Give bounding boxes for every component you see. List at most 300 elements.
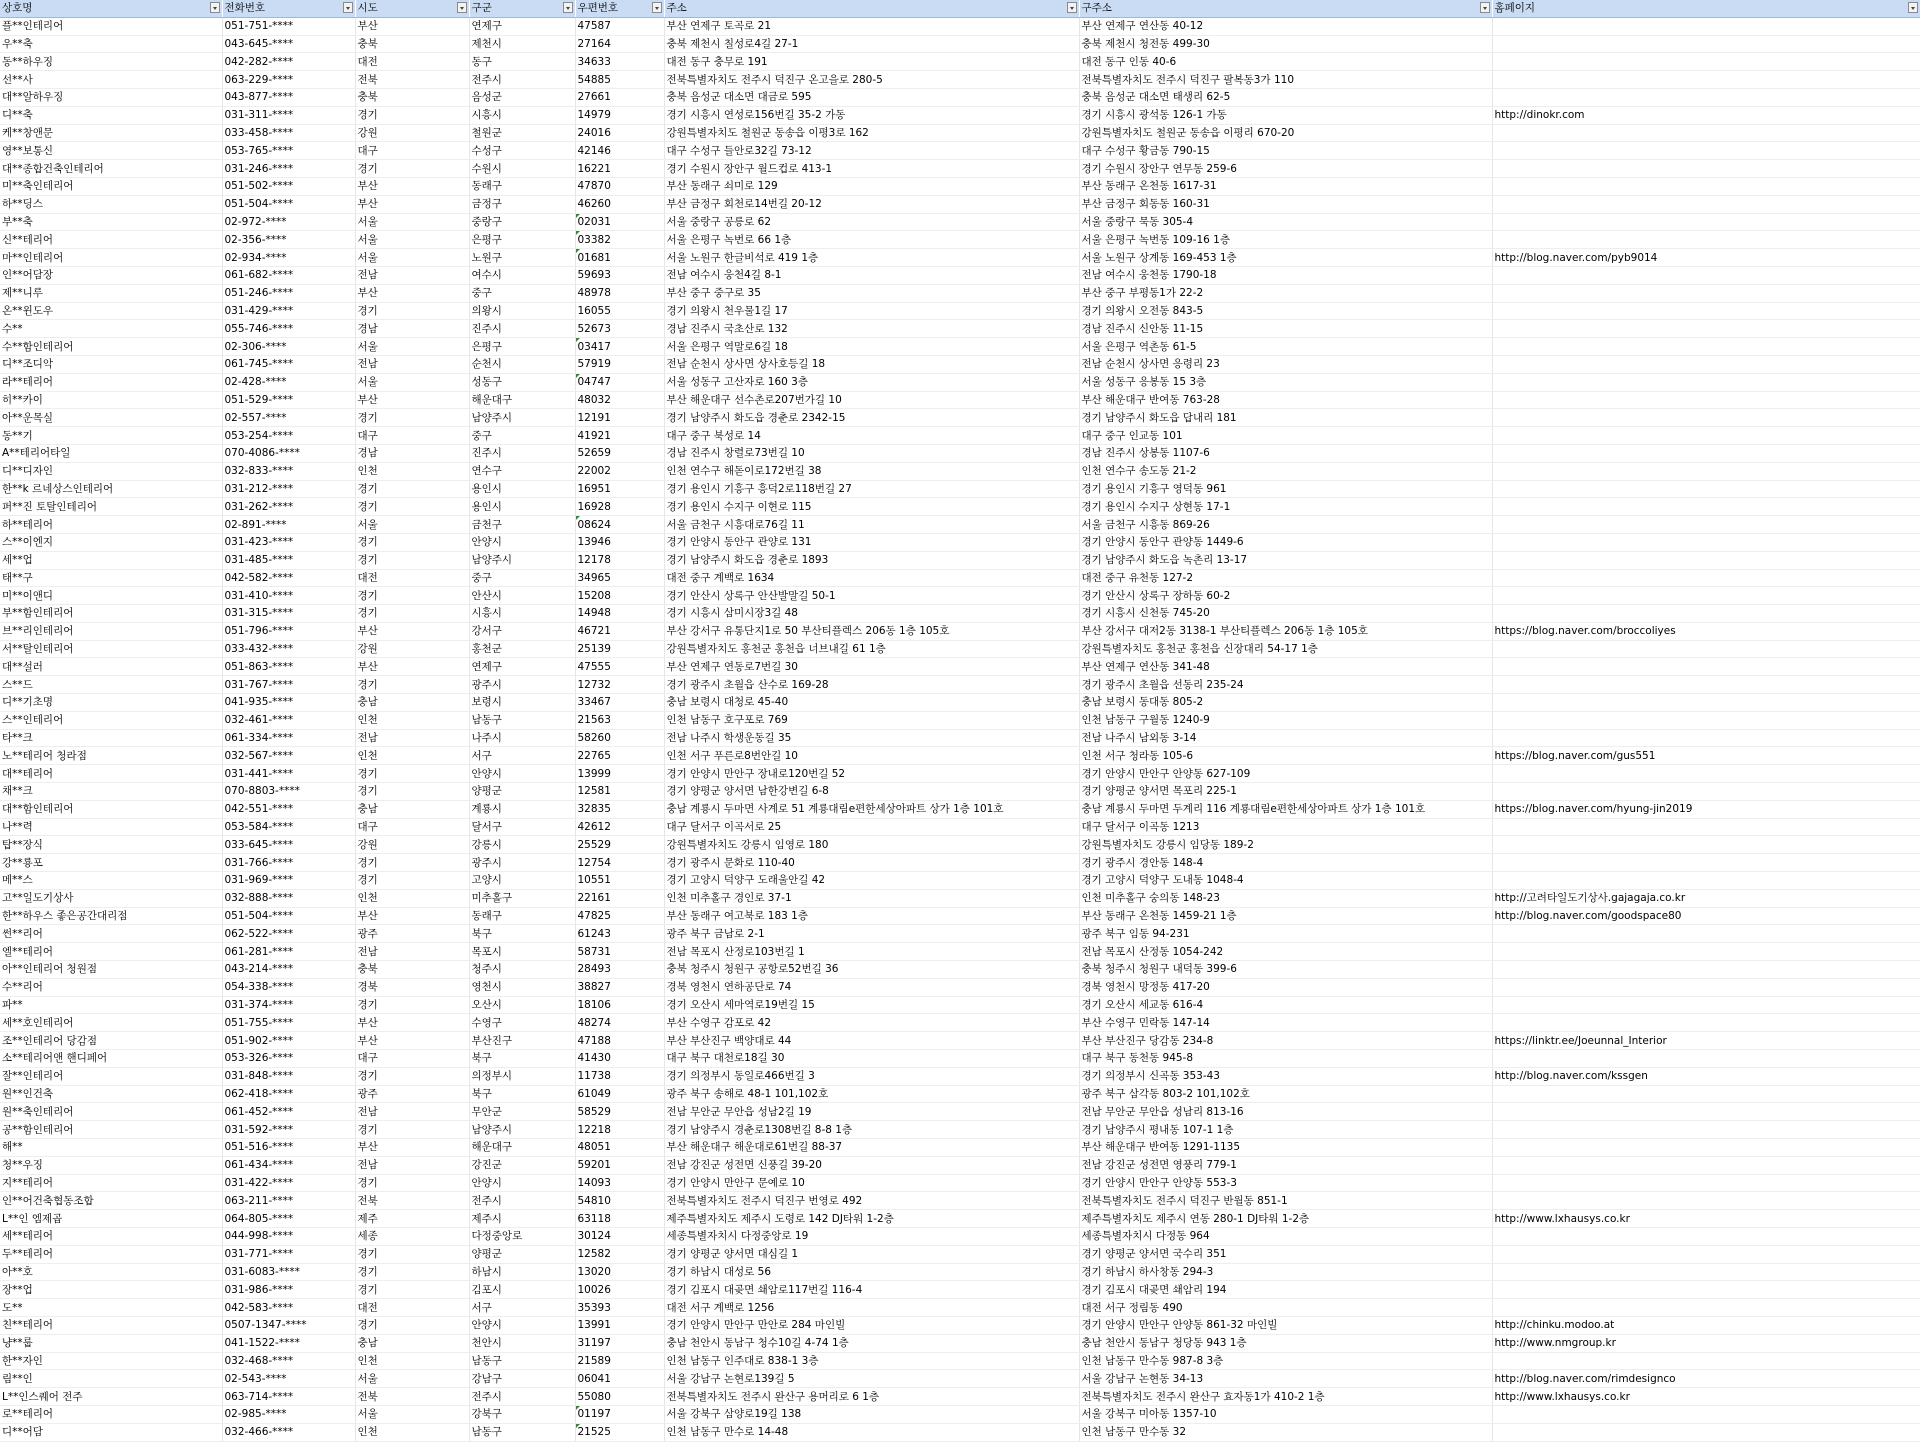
cell-zipcode[interactable]: 34965 xyxy=(575,569,664,587)
cell-province[interactable]: 인천 xyxy=(355,747,469,765)
cell-homepage[interactable] xyxy=(1492,783,1920,801)
cell-province[interactable]: 서울 xyxy=(355,516,469,534)
column-header-name[interactable] xyxy=(0,0,222,17)
cell-phone[interactable]: 070-8803-**** xyxy=(222,783,355,801)
cell-zipcode[interactable]: 06041 xyxy=(575,1370,664,1388)
cell-address[interactable]: 충남 천안시 동남구 청수10길 4-74 1층 xyxy=(664,1334,1079,1352)
cell-district[interactable]: 순천시 xyxy=(469,355,575,373)
cell-address[interactable]: 인천 서구 푸른로8번안길 10 xyxy=(664,747,1079,765)
cell-business-name[interactable]: 동**하우징 xyxy=(0,53,222,71)
cell-business-name[interactable]: 세**호인테리어 xyxy=(0,1014,222,1032)
cell-address[interactable]: 전남 목포시 산정로103번길 1 xyxy=(664,943,1079,961)
cell-homepage[interactable] xyxy=(1492,605,1920,623)
cell-address[interactable]: 대구 수성구 들안로32길 73-12 xyxy=(664,142,1079,160)
cell-old-address[interactable]: 경기 김포시 대곶면 쇄암리 194 xyxy=(1079,1281,1492,1299)
cell-address[interactable]: 전남 나주시 학생운동길 35 xyxy=(664,729,1079,747)
filter-dropdown-icon[interactable] xyxy=(343,2,353,13)
cell-old-address[interactable]: 대구 수성구 황금동 790-15 xyxy=(1079,142,1492,160)
cell-zipcode[interactable]: 34633 xyxy=(575,53,664,71)
cell-homepage[interactable]: http://dinokr.com xyxy=(1492,106,1920,124)
cell-phone[interactable]: 062-418-**** xyxy=(222,1085,355,1103)
cell-phone[interactable]: 033-458-**** xyxy=(222,124,355,142)
cell-zipcode[interactable]: 33467 xyxy=(575,694,664,712)
cell-business-name[interactable]: 하**딩스 xyxy=(0,195,222,213)
cell-address[interactable]: 경남 진주시 국초산로 132 xyxy=(664,320,1079,338)
cell-old-address[interactable]: 경기 의왕시 오전동 843-5 xyxy=(1079,302,1492,320)
cell-zipcode[interactable]: 41921 xyxy=(575,427,664,445)
cell-address[interactable]: 인천 연수구 해돋이로172번길 38 xyxy=(664,462,1079,480)
cell-homepage[interactable] xyxy=(1492,658,1920,676)
cell-business-name[interactable]: 부**축 xyxy=(0,213,222,231)
cell-business-name[interactable]: 수**함인테리어 xyxy=(0,338,222,356)
column-header-old-address[interactable] xyxy=(1079,0,1492,17)
cell-phone[interactable]: 032-461-**** xyxy=(222,711,355,729)
cell-district[interactable]: 연제구 xyxy=(469,17,575,35)
cell-district[interactable]: 철원군 xyxy=(469,124,575,142)
cell-phone[interactable]: 031-848-**** xyxy=(222,1067,355,1085)
cell-district[interactable]: 목포시 xyxy=(469,943,575,961)
cell-homepage[interactable] xyxy=(1492,1245,1920,1263)
cell-old-address[interactable]: 경기 안양시 만안구 안양동 553-3 xyxy=(1079,1174,1492,1192)
cell-zipcode[interactable]: 42146 xyxy=(575,142,664,160)
cell-zipcode[interactable]: 12218 xyxy=(575,1121,664,1139)
cell-business-name[interactable]: 림**인 xyxy=(0,1370,222,1388)
cell-district[interactable]: 서구 xyxy=(469,747,575,765)
cell-homepage[interactable] xyxy=(1492,533,1920,551)
cell-homepage[interactable] xyxy=(1492,391,1920,409)
cell-address[interactable]: 광주 북구 송해로 48-1 101,102호 xyxy=(664,1085,1079,1103)
cell-phone[interactable]: 051-502-**** xyxy=(222,177,355,195)
cell-zipcode[interactable]: 18106 xyxy=(575,996,664,1014)
cell-zipcode[interactable]: 48032 xyxy=(575,391,664,409)
cell-address[interactable]: 서울 중랑구 공릉로 62 xyxy=(664,213,1079,231)
cell-business-name[interactable]: 강**룡포 xyxy=(0,854,222,872)
cell-old-address[interactable]: 경기 안양시 만안구 안양동 627-109 xyxy=(1079,765,1492,783)
cell-province[interactable]: 강원 xyxy=(355,640,469,658)
cell-old-address[interactable]: 강원특별자치도 강릉시 임당동 189-2 xyxy=(1079,836,1492,854)
cell-province[interactable]: 충북 xyxy=(355,88,469,106)
cell-district[interactable]: 북구 xyxy=(469,925,575,943)
column-header-phone[interactable] xyxy=(222,0,355,17)
cell-business-name[interactable]: 소**테리어앤 핸디페어 xyxy=(0,1050,222,1068)
cell-old-address[interactable]: 전남 순천시 상사면 응령리 23 xyxy=(1079,355,1492,373)
cell-phone[interactable]: 031-374-**** xyxy=(222,996,355,1014)
cell-phone[interactable]: 051-504-**** xyxy=(222,195,355,213)
cell-address[interactable]: 경기 양평군 양서면 대심길 1 xyxy=(664,1245,1079,1263)
cell-phone[interactable]: 061-334-**** xyxy=(222,729,355,747)
cell-homepage[interactable]: http://고려타일도기상사.gajagaja.co.kr xyxy=(1492,889,1920,907)
cell-zipcode[interactable]: 16055 xyxy=(575,302,664,320)
cell-district[interactable]: 연수구 xyxy=(469,462,575,480)
cell-address[interactable]: 경기 김포시 대곶면 쇄암로117번길 116-4 xyxy=(664,1281,1079,1299)
cell-district[interactable]: 강진군 xyxy=(469,1156,575,1174)
cell-province[interactable]: 전북 xyxy=(355,71,469,89)
cell-province[interactable]: 충남 xyxy=(355,694,469,712)
cell-homepage[interactable] xyxy=(1492,694,1920,712)
cell-homepage[interactable] xyxy=(1492,1227,1920,1245)
cell-province[interactable]: 인천 xyxy=(355,1423,469,1441)
cell-zipcode[interactable]: 25529 xyxy=(575,836,664,854)
cell-address[interactable]: 부산 연제구 연동로7번길 30 xyxy=(664,658,1079,676)
cell-province[interactable]: 서울 xyxy=(355,249,469,267)
cell-phone[interactable]: 02-557-**** xyxy=(222,409,355,427)
cell-province[interactable]: 전북 xyxy=(355,1388,469,1406)
filter-dropdown-icon[interactable] xyxy=(457,2,467,13)
cell-phone[interactable]: 042-582-**** xyxy=(222,569,355,587)
cell-homepage[interactable]: http://blog.naver.com/pyb9014 xyxy=(1492,249,1920,267)
cell-phone[interactable]: 061-745-**** xyxy=(222,355,355,373)
cell-district[interactable]: 남동구 xyxy=(469,1352,575,1370)
cell-zipcode[interactable]: 46260 xyxy=(575,195,664,213)
cell-old-address[interactable]: 경기 시흥시 신천동 745-20 xyxy=(1079,605,1492,623)
cell-homepage[interactable] xyxy=(1492,160,1920,178)
cell-province[interactable]: 세종 xyxy=(355,1227,469,1245)
cell-homepage[interactable] xyxy=(1492,409,1920,427)
cell-district[interactable]: 수영구 xyxy=(469,1014,575,1032)
cell-district[interactable]: 부산진구 xyxy=(469,1032,575,1050)
cell-phone[interactable]: 061-434-**** xyxy=(222,1156,355,1174)
cell-phone[interactable]: 043-214-**** xyxy=(222,961,355,979)
cell-district[interactable]: 해운대구 xyxy=(469,1139,575,1157)
cell-business-name[interactable]: 디**축 xyxy=(0,106,222,124)
cell-homepage[interactable] xyxy=(1492,302,1920,320)
filter-dropdown-icon[interactable] xyxy=(1480,2,1490,13)
cell-old-address[interactable]: 부산 금정구 회동동 160-31 xyxy=(1079,195,1492,213)
cell-district[interactable]: 수원시 xyxy=(469,160,575,178)
cell-zipcode[interactable]: 15208 xyxy=(575,587,664,605)
cell-province[interactable]: 전남 xyxy=(355,266,469,284)
cell-homepage[interactable] xyxy=(1492,978,1920,996)
cell-district[interactable]: 전주시 xyxy=(469,1192,575,1210)
cell-district[interactable]: 나주시 xyxy=(469,729,575,747)
cell-zipcode[interactable]: 12178 xyxy=(575,551,664,569)
cell-district[interactable]: 음성군 xyxy=(469,88,575,106)
cell-province[interactable]: 인천 xyxy=(355,711,469,729)
cell-business-name[interactable]: 태**구 xyxy=(0,569,222,587)
cell-phone[interactable]: 063-211-**** xyxy=(222,1192,355,1210)
cell-homepage[interactable]: http://blog.naver.com/goodspace80 xyxy=(1492,907,1920,925)
cell-address[interactable]: 서울 강남구 논현로139길 5 xyxy=(664,1370,1079,1388)
cell-old-address[interactable]: 경기 수원시 장안구 연무동 259-6 xyxy=(1079,160,1492,178)
cell-address[interactable]: 대구 달서구 이곡서로 25 xyxy=(664,818,1079,836)
cell-district[interactable]: 미추홀구 xyxy=(469,889,575,907)
cell-province[interactable]: 부산 xyxy=(355,177,469,195)
cell-business-name[interactable]: 플**인테리어 xyxy=(0,17,222,35)
cell-district[interactable]: 강서구 xyxy=(469,622,575,640)
cell-homepage[interactable] xyxy=(1492,872,1920,890)
cell-district[interactable]: 노원구 xyxy=(469,249,575,267)
cell-address[interactable]: 전북특별자치도 전주시 덕진구 온고을로 280-5 xyxy=(664,71,1079,89)
cell-province[interactable]: 경기 xyxy=(355,1263,469,1281)
cell-phone[interactable]: 02-306-**** xyxy=(222,338,355,356)
cell-zipcode[interactable]: 11738 xyxy=(575,1067,664,1085)
cell-address[interactable]: 전북특별자치도 전주시 덕진구 번영로 492 xyxy=(664,1192,1079,1210)
cell-zipcode[interactable]: 61243 xyxy=(575,925,664,943)
cell-phone[interactable]: 031-315-**** xyxy=(222,605,355,623)
cell-business-name[interactable]: 미**이앤디 xyxy=(0,587,222,605)
cell-address[interactable]: 경기 하남시 대성로 56 xyxy=(664,1263,1079,1281)
cell-province[interactable]: 경기 xyxy=(355,996,469,1014)
cell-district[interactable]: 동래구 xyxy=(469,177,575,195)
cell-province[interactable]: 서울 xyxy=(355,373,469,391)
cell-business-name[interactable]: 아**인테리어 청원점 xyxy=(0,961,222,979)
cell-old-address[interactable]: 충남 천안시 동남구 청당동 943 1층 xyxy=(1079,1334,1492,1352)
cell-old-address[interactable]: 제주특별자치도 제주시 연동 280-1 DJ타워 1-2층 xyxy=(1079,1210,1492,1228)
cell-business-name[interactable]: 브**리인테리어 xyxy=(0,622,222,640)
filter-dropdown-icon[interactable] xyxy=(563,2,573,13)
cell-zipcode[interactable]: 13991 xyxy=(575,1316,664,1334)
cell-province[interactable]: 부산 xyxy=(355,622,469,640)
cell-province[interactable]: 대구 xyxy=(355,142,469,160)
cell-phone[interactable]: 031-246-**** xyxy=(222,160,355,178)
cell-homepage[interactable] xyxy=(1492,231,1920,249)
cell-phone[interactable]: 031-766-**** xyxy=(222,854,355,872)
cell-old-address[interactable]: 부산 해운대구 반여동 1291-1135 xyxy=(1079,1139,1492,1157)
cell-phone[interactable]: 051-755-**** xyxy=(222,1014,355,1032)
cell-phone[interactable]: 051-516-**** xyxy=(222,1139,355,1157)
cell-phone[interactable]: 053-326-**** xyxy=(222,1050,355,1068)
cell-province[interactable]: 전북 xyxy=(355,1192,469,1210)
cell-zipcode[interactable]: 48978 xyxy=(575,284,664,302)
cell-address[interactable]: 부산 중구 중구로 35 xyxy=(664,284,1079,302)
cell-zipcode[interactable]: 21563 xyxy=(575,711,664,729)
cell-old-address[interactable]: 인천 미추홀구 숭의동 148-23 xyxy=(1079,889,1492,907)
cell-business-name[interactable]: 한**k 르네상스인테리어 xyxy=(0,480,222,498)
cell-homepage[interactable] xyxy=(1492,1263,1920,1281)
cell-business-name[interactable]: 한**자인 xyxy=(0,1352,222,1370)
cell-business-name[interactable]: 대**테리어 xyxy=(0,765,222,783)
cell-address[interactable]: 경기 안산시 상록구 안산발말길 50-1 xyxy=(664,587,1079,605)
cell-old-address[interactable]: 인천 서구 청라동 105-6 xyxy=(1079,747,1492,765)
cell-phone[interactable]: 031-410-**** xyxy=(222,587,355,605)
cell-homepage[interactable]: http://blog.naver.com/kssgen xyxy=(1492,1067,1920,1085)
cell-old-address[interactable]: 경기 남양주시 화도읍 녹촌리 13-17 xyxy=(1079,551,1492,569)
cell-homepage[interactable]: https://blog.naver.com/hyung-jin2019 xyxy=(1492,800,1920,818)
cell-zipcode[interactable]: 22002 xyxy=(575,462,664,480)
cell-business-name[interactable]: 디**어담 xyxy=(0,1423,222,1441)
cell-homepage[interactable] xyxy=(1492,1423,1920,1441)
cell-district[interactable]: 중구 xyxy=(469,427,575,445)
cell-zipcode[interactable]: 16221 xyxy=(575,160,664,178)
cell-phone[interactable]: 031-771-**** xyxy=(222,1245,355,1263)
cell-business-name[interactable]: 퍼**진 토탈인테리어 xyxy=(0,498,222,516)
cell-district[interactable]: 해운대구 xyxy=(469,391,575,409)
cell-district[interactable]: 제주시 xyxy=(469,1210,575,1228)
cell-homepage[interactable]: https://blog.naver.com/gus551 xyxy=(1492,747,1920,765)
cell-address[interactable]: 대전 서구 계백로 1256 xyxy=(664,1299,1079,1317)
cell-old-address[interactable]: 서울 금천구 시흥동 869-26 xyxy=(1079,516,1492,534)
cell-zipcode[interactable]: 12581 xyxy=(575,783,664,801)
cell-zipcode[interactable]: 63118 xyxy=(575,1210,664,1228)
cell-zipcode[interactable]: 13946 xyxy=(575,533,664,551)
cell-homepage[interactable] xyxy=(1492,516,1920,534)
cell-zipcode[interactable]: 03417 xyxy=(575,338,664,356)
cell-business-name[interactable]: 우**축 xyxy=(0,35,222,53)
cell-phone[interactable]: 032-466-**** xyxy=(222,1423,355,1441)
cell-old-address[interactable]: 충남 계룡시 두마면 두계리 116 계룡대림e편한세상아파트 상가 1층 101호 xyxy=(1079,800,1492,818)
cell-phone[interactable]: 051-902-**** xyxy=(222,1032,355,1050)
cell-district[interactable]: 하남시 xyxy=(469,1263,575,1281)
cell-old-address[interactable]: 충북 청주시 청원구 내덕동 399-6 xyxy=(1079,961,1492,979)
cell-homepage[interactable]: http://www.nmgroup.kr xyxy=(1492,1334,1920,1352)
cell-zipcode[interactable]: 52659 xyxy=(575,444,664,462)
cell-phone[interactable]: 053-254-**** xyxy=(222,427,355,445)
cell-homepage[interactable] xyxy=(1492,1156,1920,1174)
cell-homepage[interactable] xyxy=(1492,1139,1920,1157)
cell-district[interactable]: 양평군 xyxy=(469,1245,575,1263)
cell-zipcode[interactable]: 14093 xyxy=(575,1174,664,1192)
cell-old-address[interactable]: 충북 음성군 대소면 태생리 62-5 xyxy=(1079,88,1492,106)
cell-business-name[interactable]: 아**운목실 xyxy=(0,409,222,427)
cell-address[interactable]: 부산 금정구 회천로14번길 20-12 xyxy=(664,195,1079,213)
cell-old-address[interactable]: 전남 무안군 무안읍 성남리 813-16 xyxy=(1079,1103,1492,1121)
cell-phone[interactable]: 031-423-**** xyxy=(222,533,355,551)
cell-homepage[interactable] xyxy=(1492,569,1920,587)
cell-business-name[interactable]: 타**크 xyxy=(0,729,222,747)
cell-zipcode[interactable]: 16951 xyxy=(575,480,664,498)
cell-phone[interactable]: 061-281-**** xyxy=(222,943,355,961)
cell-phone[interactable]: 032-567-**** xyxy=(222,747,355,765)
cell-old-address[interactable]: 광주 북구 임동 94-231 xyxy=(1079,925,1492,943)
cell-district[interactable]: 의왕시 xyxy=(469,302,575,320)
cell-business-name[interactable]: 썬**리어 xyxy=(0,925,222,943)
cell-province[interactable]: 광주 xyxy=(355,925,469,943)
cell-district[interactable]: 전주시 xyxy=(469,71,575,89)
cell-zipcode[interactable]: 12582 xyxy=(575,1245,664,1263)
cell-phone[interactable]: 031-422-**** xyxy=(222,1174,355,1192)
cell-province[interactable]: 강원 xyxy=(355,124,469,142)
cell-homepage[interactable] xyxy=(1492,338,1920,356)
cell-old-address[interactable]: 경기 안산시 상록구 장하동 60-2 xyxy=(1079,587,1492,605)
cell-district[interactable]: 은평구 xyxy=(469,231,575,249)
cell-business-name[interactable]: 스**드 xyxy=(0,676,222,694)
cell-province[interactable]: 인천 xyxy=(355,462,469,480)
cell-district[interactable]: 남양주시 xyxy=(469,409,575,427)
cell-phone[interactable]: 032-468-**** xyxy=(222,1352,355,1370)
cell-old-address[interactable]: 경기 남양주시 화도읍 답내리 181 xyxy=(1079,409,1492,427)
cell-district[interactable]: 수성구 xyxy=(469,142,575,160)
cell-zipcode[interactable]: 47555 xyxy=(575,658,664,676)
cell-province[interactable]: 강원 xyxy=(355,836,469,854)
cell-homepage[interactable] xyxy=(1492,320,1920,338)
cell-province[interactable]: 경기 xyxy=(355,605,469,623)
cell-district[interactable]: 여수시 xyxy=(469,266,575,284)
cell-phone[interactable]: 063-714-**** xyxy=(222,1388,355,1406)
cell-province[interactable]: 대구 xyxy=(355,818,469,836)
cell-address[interactable]: 전남 여수시 웅천4길 8-1 xyxy=(664,266,1079,284)
cell-zipcode[interactable]: 47825 xyxy=(575,907,664,925)
cell-address[interactable]: 경기 시흥시 삼미시장3길 48 xyxy=(664,605,1079,623)
cell-district[interactable]: 남양주시 xyxy=(469,551,575,569)
cell-province[interactable]: 대전 xyxy=(355,1299,469,1317)
cell-homepage[interactable] xyxy=(1492,195,1920,213)
cell-old-address[interactable]: 강원특별자치도 홍천군 홍천읍 신장대리 54-17 1층 xyxy=(1079,640,1492,658)
cell-old-address[interactable]: 경기 하남시 하사창동 294-3 xyxy=(1079,1263,1492,1281)
cell-zipcode[interactable]: 47587 xyxy=(575,17,664,35)
cell-zipcode[interactable]: 59201 xyxy=(575,1156,664,1174)
cell-zipcode[interactable]: 10026 xyxy=(575,1281,664,1299)
cell-business-name[interactable]: 탑**장식 xyxy=(0,836,222,854)
cell-address[interactable]: 세종특별자치시 다정중앙로 19 xyxy=(664,1227,1079,1245)
cell-phone[interactable]: 02-934-**** xyxy=(222,249,355,267)
cell-old-address[interactable]: 전남 여수시 웅천동 1790-18 xyxy=(1079,266,1492,284)
column-header-homepage[interactable] xyxy=(1492,0,1920,17)
cell-district[interactable]: 계룡시 xyxy=(469,800,575,818)
cell-zipcode[interactable]: 48274 xyxy=(575,1014,664,1032)
cell-province[interactable]: 전남 xyxy=(355,1156,469,1174)
cell-province[interactable]: 서울 xyxy=(355,1370,469,1388)
cell-district[interactable]: 오산시 xyxy=(469,996,575,1014)
cell-district[interactable]: 안산시 xyxy=(469,587,575,605)
cell-old-address[interactable]: 대전 중구 유천동 127-2 xyxy=(1079,569,1492,587)
cell-province[interactable]: 경기 xyxy=(355,587,469,605)
cell-address[interactable]: 전남 무안군 무안읍 성남2길 19 xyxy=(664,1103,1079,1121)
cell-address[interactable]: 전남 순천시 상사면 상사호등길 18 xyxy=(664,355,1079,373)
cell-province[interactable]: 광주 xyxy=(355,1085,469,1103)
cell-old-address[interactable]: 경기 양평군 양서면 목포리 225-1 xyxy=(1079,783,1492,801)
cell-address[interactable]: 인천 남동구 호구포로 769 xyxy=(664,711,1079,729)
filter-dropdown-icon[interactable] xyxy=(1067,2,1077,13)
cell-phone[interactable]: 02-356-**** xyxy=(222,231,355,249)
cell-old-address[interactable]: 전북특별자치도 전주시 덕진구 반월동 851-1 xyxy=(1079,1192,1492,1210)
cell-zipcode[interactable]: 35393 xyxy=(575,1299,664,1317)
cell-phone[interactable]: 02-891-**** xyxy=(222,516,355,534)
cell-old-address[interactable]: 인천 남동구 구월동 1240-9 xyxy=(1079,711,1492,729)
cell-homepage[interactable] xyxy=(1492,17,1920,35)
cell-province[interactable]: 경기 xyxy=(355,302,469,320)
cell-address[interactable]: 대전 동구 충무로 191 xyxy=(664,53,1079,71)
cell-business-name[interactable]: 공**함인테리어 xyxy=(0,1121,222,1139)
cell-address[interactable]: 제주특별자치도 제주시 도령로 142 DJ타워 1-2층 xyxy=(664,1210,1079,1228)
cell-address[interactable]: 부산 동래구 쇠미로 129 xyxy=(664,177,1079,195)
cell-homepage[interactable] xyxy=(1492,373,1920,391)
cell-address[interactable]: 인천 남동구 인주대로 838-1 3층 xyxy=(664,1352,1079,1370)
cell-old-address[interactable]: 전북특별자치도 전주시 덕진구 팔복동3가 110 xyxy=(1079,71,1492,89)
cell-homepage[interactable] xyxy=(1492,1103,1920,1121)
cell-business-name[interactable]: 디**기초명 xyxy=(0,694,222,712)
cell-zipcode[interactable]: 13999 xyxy=(575,765,664,783)
cell-phone[interactable]: 051-863-**** xyxy=(222,658,355,676)
cell-old-address[interactable]: 경기 남양주시 평내동 107-1 1층 xyxy=(1079,1121,1492,1139)
cell-homepage[interactable] xyxy=(1492,462,1920,480)
cell-address[interactable]: 충북 음성군 대소면 대금로 595 xyxy=(664,88,1079,106)
cell-old-address[interactable]: 대구 달서구 이곡동 1213 xyxy=(1079,818,1492,836)
cell-address[interactable]: 부산 강서구 유통단지1로 50 부산티플렉스 206동 1층 105호 xyxy=(664,622,1079,640)
cell-zipcode[interactable]: 42612 xyxy=(575,818,664,836)
cell-province[interactable]: 충북 xyxy=(355,35,469,53)
cell-address[interactable]: 경기 안양시 동안구 관양로 131 xyxy=(664,533,1079,551)
cell-homepage[interactable] xyxy=(1492,88,1920,106)
cell-address[interactable]: 강원특별자치도 홍천군 홍천읍 너브내길 61 1층 xyxy=(664,640,1079,658)
cell-business-name[interactable]: 조**인테리어 당감점 xyxy=(0,1032,222,1050)
cell-zipcode[interactable]: 58731 xyxy=(575,943,664,961)
cell-old-address[interactable]: 경기 오산시 세교동 616-4 xyxy=(1079,996,1492,1014)
cell-phone[interactable]: 044-998-**** xyxy=(222,1227,355,1245)
cell-old-address[interactable]: 경기 광주시 초월읍 선동리 235-24 xyxy=(1079,676,1492,694)
cell-business-name[interactable]: 노**테리어 청라점 xyxy=(0,747,222,765)
cell-phone[interactable]: 053-765-**** xyxy=(222,142,355,160)
cell-district[interactable]: 중랑구 xyxy=(469,213,575,231)
cell-homepage[interactable]: https://linktr.ee/Joeunnal_Interior xyxy=(1492,1032,1920,1050)
cell-business-name[interactable]: 제**니루 xyxy=(0,284,222,302)
cell-district[interactable]: 동래구 xyxy=(469,907,575,925)
cell-district[interactable]: 청주시 xyxy=(469,961,575,979)
cell-phone[interactable]: 051-246-**** xyxy=(222,284,355,302)
cell-province[interactable]: 충북 xyxy=(355,961,469,979)
cell-phone[interactable]: 070-4086-**** xyxy=(222,444,355,462)
cell-district[interactable]: 남동구 xyxy=(469,711,575,729)
cell-phone[interactable]: 055-746-**** xyxy=(222,320,355,338)
